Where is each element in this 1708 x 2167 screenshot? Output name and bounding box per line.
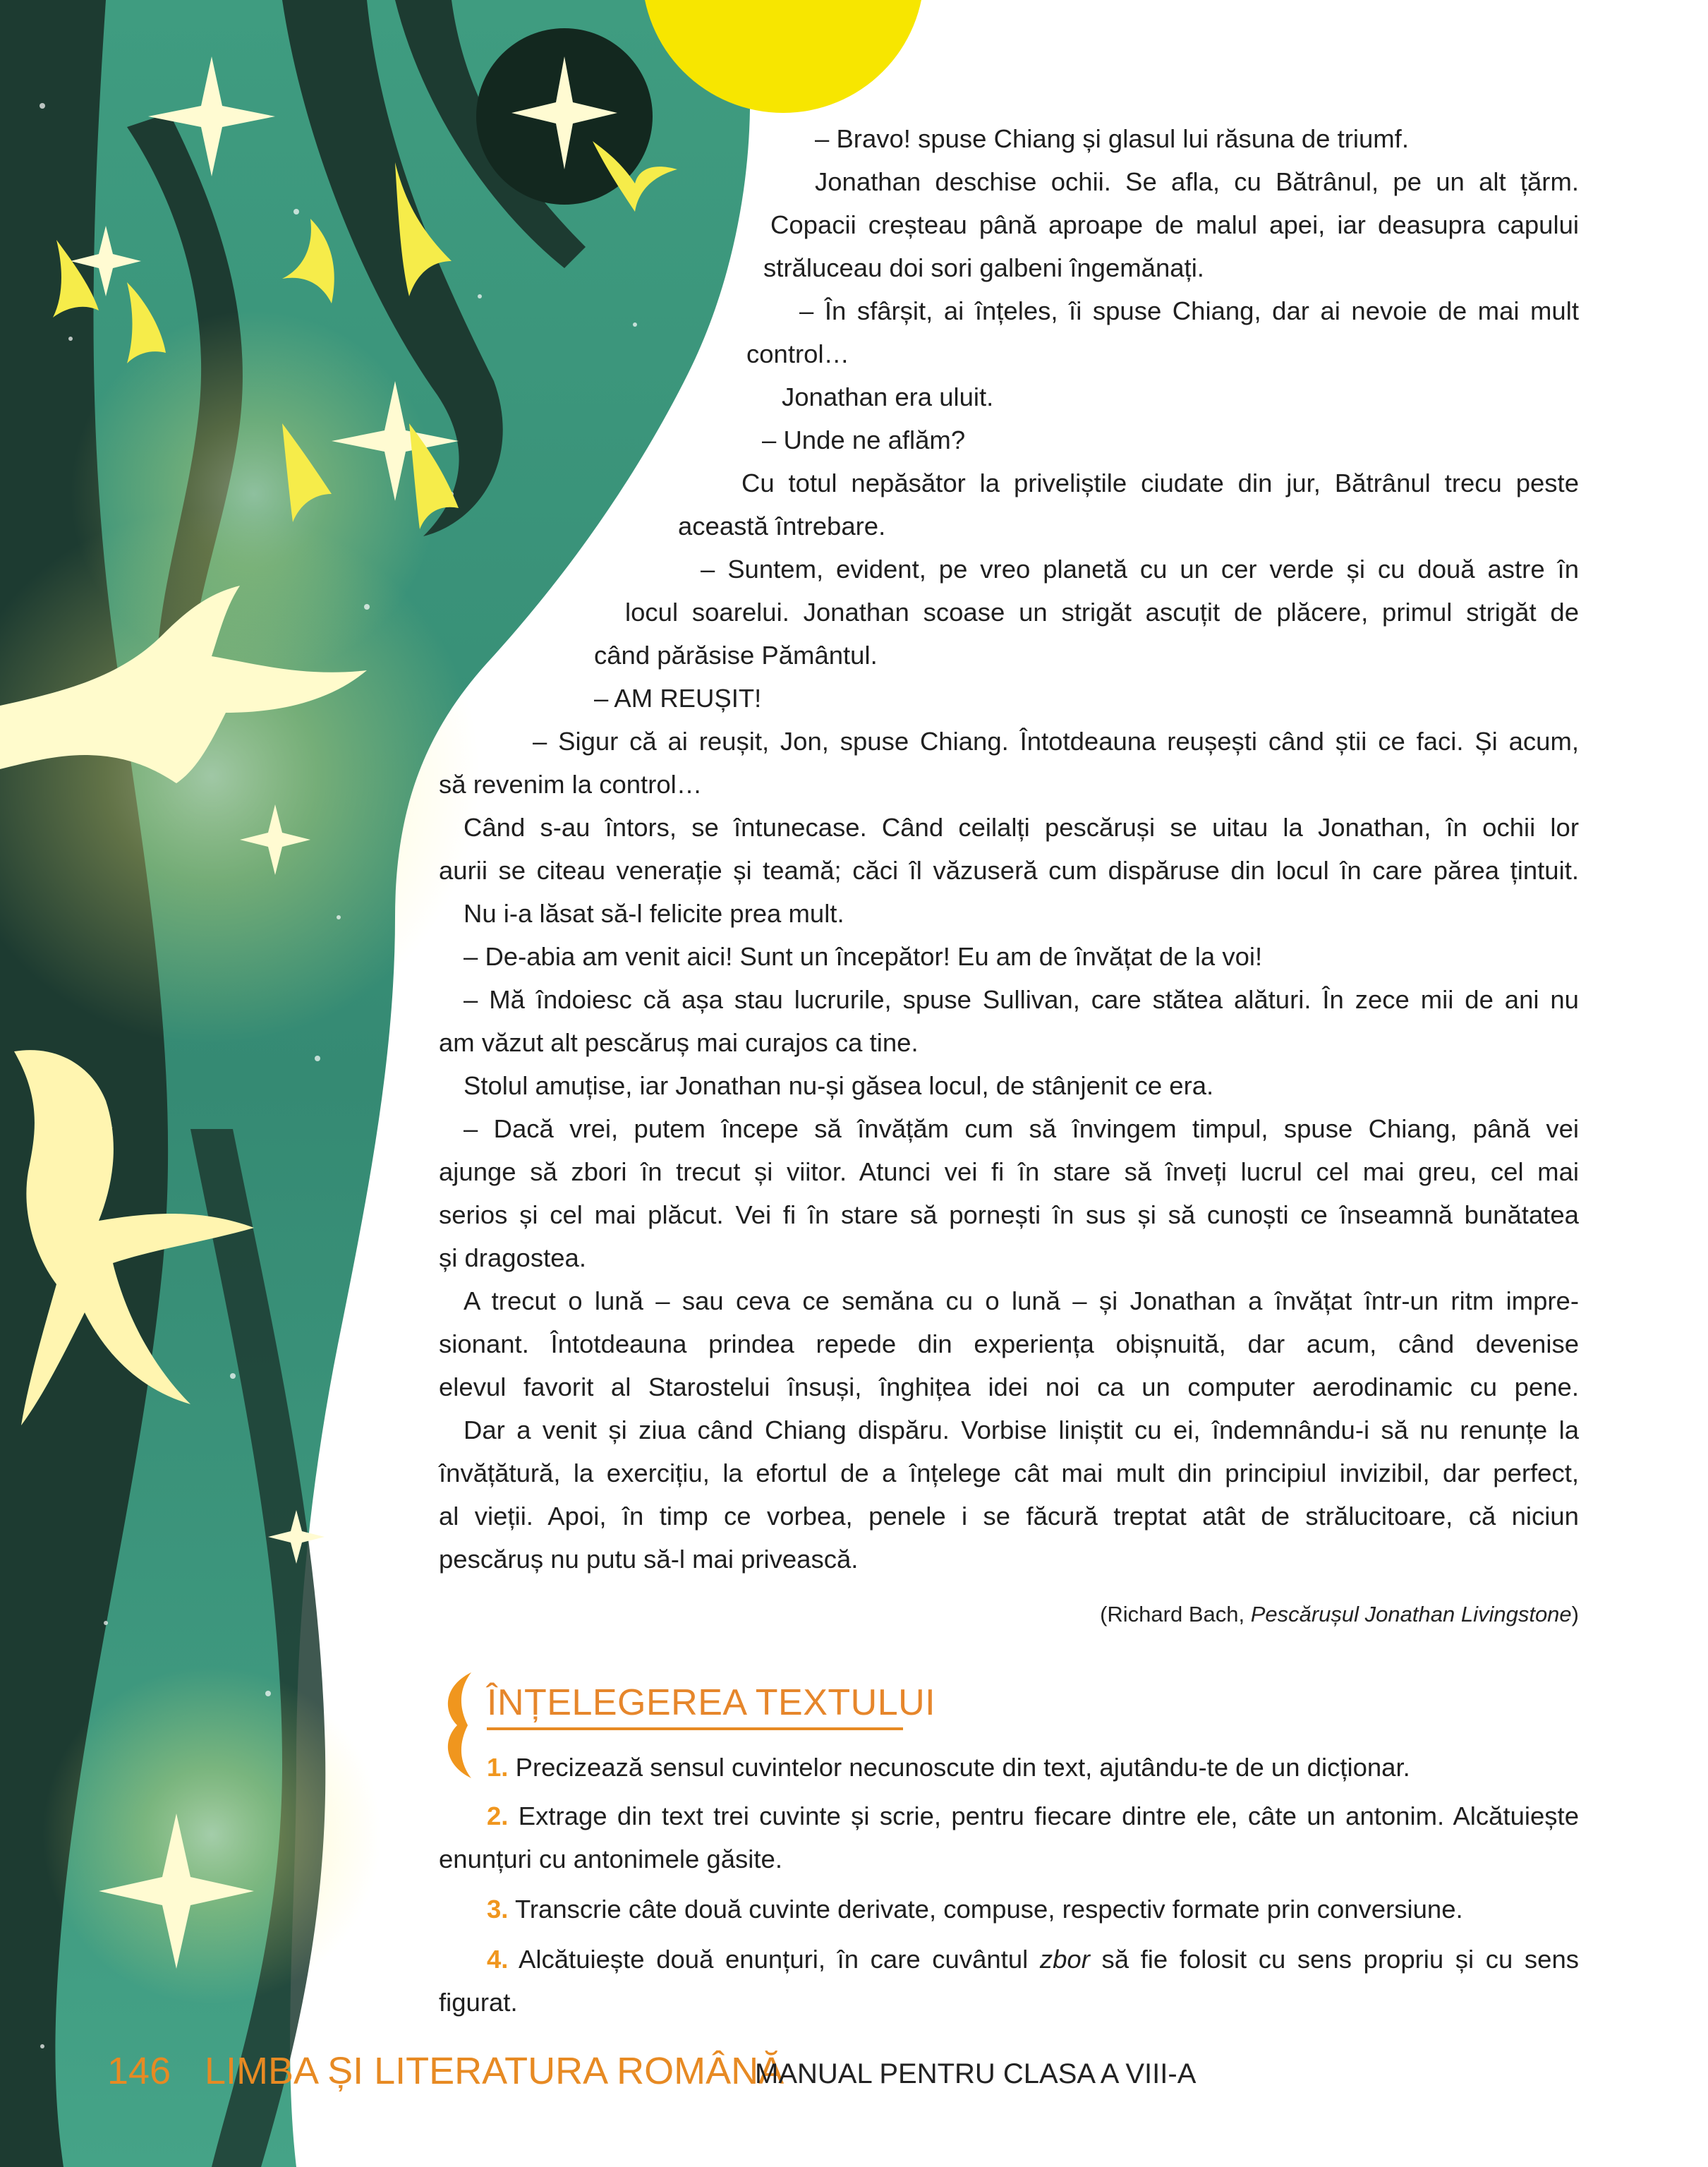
story-line: Copacii creșteau până aproape de malul apei, iar deasupra capului (770, 210, 1579, 239)
question-4 (487, 1945, 1579, 1974)
question-number: 2. (487, 1801, 509, 1830)
story-line: Nu i-a lăsat să-l felicite prea mult. (464, 899, 844, 928)
story-line: A trecut o lună – sau ceva ce semăna cu o lună – și Jonathan a învățat într-un ritm impre- (464, 1286, 1579, 1315)
story-line: – Suntem, evident, pe vreo planetă cu un cer verde și cu două astre în (701, 555, 1579, 584)
story-line: Stolul amuțise, iar Jonathan nu-și găsea locul, de stânjenit ce era. (464, 1071, 1214, 1100)
question-number: 3. (487, 1895, 509, 1924)
story-line: Dar a venit și ziua când Chiang dispăru. Vorbise liniștit cu ei, îndemnându-i să nu renunțe la (464, 1416, 1579, 1444)
story-line: am văzut alt pescăruș mai curajos ca tine. (439, 1028, 919, 1057)
story-line: al vieții. Apoi, în timp ce vorbea, penele i se făcură treptat atât de strălucitoare, că niciun (439, 1502, 1579, 1531)
story-line: învățătură, la exercițiu, la efortul de a înțelege cât mai mult din principiul invizibil, dar perfect, (439, 1459, 1579, 1487)
story-line: străluceau doi sori galbeni îngemănați. (763, 253, 1204, 282)
story-line: locul soarelui. Jonathan scoase un strigăt ascuțit de plăcere, primul strigăt de (625, 598, 1579, 627)
story-line: – De-abia am venit aici! Sunt un începător! Eu am de învățat de la voi! (464, 942, 1263, 971)
citation (1100, 1602, 1579, 1627)
story-line: sionant. Întotdeauna prindea repede din experiența obișnuită, dar acum, când devenise (439, 1329, 1579, 1358)
question-3 (487, 1895, 1463, 1924)
story-line: ajunge să zbori în trecut și viitor. Atunci vei fi în stare să înveți lucrul cel mai greu, cel mai (439, 1157, 1579, 1186)
question-number: 4. (487, 1945, 509, 1974)
story-line: – În sfârșit, ai înțeles, îi spuse Chiang, dar ai nevoie de mai mult (799, 296, 1579, 325)
question-number: 1. (487, 1753, 509, 1782)
story-line: aurii se citeau venerație și teamă; căci îl văzuseră cum dispăruse din locul în care părea țintuit. (439, 856, 1579, 885)
story-line: Jonathan era uluit. (782, 382, 994, 411)
story-line: control… (746, 339, 850, 368)
citation-close: ) (1571, 1602, 1579, 1626)
question-1 (487, 1753, 1410, 1782)
section-underline (487, 1727, 903, 1730)
book-subtitle: MANUAL PENTRU CLASA A VIII-A (755, 2058, 1197, 2089)
section-title: ÎNȚELEGEREA TEXTULUI (487, 1682, 936, 1723)
story-line: Cu totul nepăsător la priveliștile ciudate din jur, Bătrânul trecu peste (741, 469, 1579, 497)
story-line: – Mă îndoiesc că așa stau lucrurile, spuse Sullivan, care stătea alături. În zece mii de ani nu (464, 985, 1579, 1014)
page-number: 146 (107, 2050, 171, 2092)
story-line: elevul favorit al Starostelui însuși, înghițea idei noi ca un computer aerodinamic cu pene. (439, 1372, 1579, 1401)
story-line: – Dacă vrei, putem începe să învățăm cum să învingem timpul, spuse Chiang, până vei (464, 1114, 1579, 1143)
story-line: serios și cel mai plăcut. Vei fi în stare să pornești în sus și să cunoști ce înseamnă bunătatea (439, 1200, 1579, 1229)
story-line: – Bravo! spuse Chiang și glasul lui răsuna de triumf. (815, 124, 1409, 153)
question-2 (487, 1802, 1579, 1830)
story-line: Jonathan deschise ochii. Se afla, cu Bătrânul, pe un alt țărm. (815, 167, 1579, 196)
question-text: Alcătuiește două enunțuri, în care cuvântul zbor să fie folosit cu sens propriu și cu sens (519, 1945, 1579, 1974)
question-4-cont: figurat. (439, 1988, 518, 2017)
story-line: – Sigur că ai reușit, Jon, spuse Chiang. Întotdeauna reușești când știi ce faci. Și acum, (533, 727, 1579, 756)
story-line: această întrebare. (678, 512, 886, 541)
story-line: și dragostea. (439, 1243, 586, 1272)
question-text: Transcrie câte două cuvinte derivate, compuse, respectiv formate prin conversiune. (514, 1895, 1463, 1924)
book-title: LIMBA ȘI LITERATURA ROMÂNĂ (205, 2050, 785, 2092)
story-line: Când s-au întors, se întunecase. Când ceilalți pescăruși se uitau la Jonathan, în ochii lor (464, 813, 1579, 842)
question-2-cont: enunțuri cu antonimele găsite. (439, 1845, 782, 1873)
question-text: Extrage din text trei cuvinte și scrie, pentru fiecare dintre ele, câte un antonim. Alcătuiește (518, 1801, 1579, 1830)
question-text: Precizează sensul cuvintelor necunoscute din text, ajutându-te de un dicționar. (515, 1753, 1410, 1782)
section-bracket-icon (429, 1672, 485, 1778)
citation-book: Pescărușul Jonathan Livingstone (1250, 1602, 1572, 1626)
story-line: pescăruș nu putu să-l mai privească. (439, 1545, 859, 1574)
story-line: – Unde ne aflăm? (762, 425, 966, 454)
story-line: – AM REUȘIT! (594, 684, 762, 713)
story-line: când părăsise Pământul. (594, 641, 878, 670)
citation-author: (Richard Bach, (1100, 1602, 1251, 1626)
story-line: să revenim la control… (439, 770, 703, 799)
